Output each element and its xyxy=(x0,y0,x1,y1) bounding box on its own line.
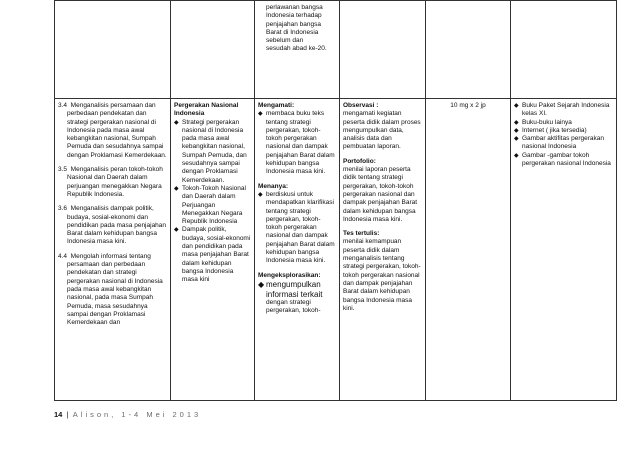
table-row-continued xyxy=(55,1,617,99)
diamond-bullet-icon: ◆ xyxy=(514,152,519,159)
material-title: Pergerakan Nasional Indonesia xyxy=(174,102,239,118)
activity-explore-title: Mengeksplorasikan: xyxy=(258,271,321,279)
diamond-bullet-icon: ◆ xyxy=(174,119,179,126)
assessment-portfolio-text: menilai laporan peserta didik tentang strategi pergerakan, tokoh-tokoh pergerakan nasional dan dampak penjajahan Barat dalam kehidupan bangsa Indonesia masa kini. xyxy=(343,166,418,223)
cell-empty xyxy=(171,1,255,99)
material-item: ◆ Strategi pergerakan nasional di Indonesia pada masa awal kebangkitan nasional, Sumpah Pemuda, dan sesudahnya sampai dengan Proklamasi Kemerdekaan. xyxy=(174,118,247,184)
cell-material xyxy=(171,99,255,401)
activity-item: ◆ membaca buku teks tentang strategi pergerakan, tokoh-tokoh pergerakan nasional dan dampak penjajahan Barat dalam kehidupan bangsa Indonesia masa kini. xyxy=(258,110,335,176)
activity-ask-title: Menanya: xyxy=(258,182,288,190)
cell-sources xyxy=(511,99,617,401)
cell-empty xyxy=(340,1,426,99)
diamond-bullet-icon: ◆ xyxy=(514,127,519,134)
competency-number: 3.6 xyxy=(58,205,68,213)
text-line: perlawanan bangsa xyxy=(266,4,323,11)
competency-text: Menganalisis peran tokoh-tokoh Nasional dan Daerah dalam perjuangan menegakkan Negara Republik Indonesia. xyxy=(67,166,163,198)
competency-item xyxy=(58,166,167,199)
activity-item: ◆ berdiskusi untuk mendapatkan klarifikasi tentang strategi pergerakan, tokoh-tokoh pergerakan nasional dan dampak penjajahan Barat dalam kehidupan bangsa Indonesia masa kini. xyxy=(258,190,335,265)
diamond-bullet-icon: ◆ xyxy=(514,136,519,143)
page-footer xyxy=(54,410,201,419)
source-item: ◆ Gambar -gambar tokoh pergerakan nasional Indonesia xyxy=(514,151,611,168)
cell-empty xyxy=(55,1,171,99)
activity-observe-title: Mengamati: xyxy=(258,102,295,109)
time-allocation-text: 10 mg x 2 jp xyxy=(450,102,486,109)
diamond-bullet-icon: ◆ xyxy=(514,119,519,126)
diamond-bullet-icon: ◆ xyxy=(174,185,179,192)
cell-assessment xyxy=(340,99,426,401)
cell-time-allocation xyxy=(426,99,511,401)
diamond-bullet-icon: ◆ xyxy=(258,279,265,289)
text-line: penjajahan bangsa xyxy=(266,20,321,28)
footer-separator: | xyxy=(66,410,69,419)
source-item: ◆ Internet ( jika tersedia) xyxy=(514,126,587,134)
cell-competencies xyxy=(55,99,171,401)
diamond-bullet-icon: ◆ xyxy=(514,103,519,109)
assessment-observation-title: Observasi : xyxy=(343,102,379,109)
material-item: ◆ Tokoh-Tokoh Nasional dan Daerah dalam Perjuangan Menegakkan Negara Republik Indonesia xyxy=(174,184,246,226)
source-item: ◆ Buku Paket Sejarah Indonesia kelas XI. xyxy=(514,102,610,118)
text-line: Indonesia terhadap xyxy=(266,12,322,20)
competency-text: Menganalisis persamaan dan perbedaan pendekatan dan strategi pergerakan nasional di Indonesia pada masa awal kebangkitan nasional, Sumpah Pemuda dan sesudahnya sampai dengan Proklamasi Kemerdekaan. xyxy=(67,102,167,159)
footer-author: Alison, 1-4 Mei 2013 xyxy=(72,410,202,419)
competency-text: Menganalisis dampak politik, budaya, sosial-ekonomi dan pendidikan pada masa penjajahan Barat dalam kehidupan bangsa Indonesia masa kini. xyxy=(67,205,167,246)
competency-item xyxy=(58,253,167,328)
competency-number: 3.4 xyxy=(58,102,68,109)
assessment-observation-text: mengamati kegiatan peserta didik dalam proses mengumpulkan data, analisis data dan pembuatan laporan. xyxy=(343,110,421,151)
text-line: sebelum dan xyxy=(266,37,304,45)
table-row-main xyxy=(55,99,617,401)
material-item: ◆ Dampak politik, budaya, sosial-ekonomi dan pendidikan pada masa penjajahan Barat dalam kehidupan bangsa Indonesia masa kini xyxy=(174,226,251,284)
cell-activity-continued xyxy=(255,1,340,99)
syllabus-table xyxy=(54,0,617,401)
source-item: ◆ Buku-buku lainya xyxy=(514,118,572,126)
activity-item: ◆ mengumpulkan informasi terkait dengan strategi pergerakan, tokoh- xyxy=(258,279,323,315)
assessment-test-text: menilai kemampuan peserta didik dalam menganalisis tentang strategi pergerakan, tokoh-tokoh pergerakan nasional dan dampak penjajahan Barat dalam kehidupan bangsa Indonesia masa kini. xyxy=(343,238,421,312)
assessment-portfolio-title: Portofolio: xyxy=(343,157,376,165)
source-item: ◆ Gambar aktifitas pergerakan nasional Indonesia xyxy=(514,135,605,151)
competency-item xyxy=(58,205,167,246)
competency-number: 4.4 xyxy=(58,252,68,260)
cell-empty xyxy=(426,1,511,99)
competency-number: 3.5 xyxy=(58,166,68,174)
competency-text: Mengolah informasi tentang persamaan dan perbedaan pendekatan dan strategi pergerakan nasional di Indonesia pada masa awal kebangkitan nasional, pada masa Sumpah Pemuda, masa sesudahnya sampai dengan Proklamasi Kemerdekaan dan xyxy=(67,252,163,327)
assessment-test-title: Tes tertulis: xyxy=(343,230,380,238)
text-line: sesudah abad ke-20. xyxy=(266,45,327,53)
text-line: Barat di Indonesia xyxy=(266,28,319,36)
diamond-bullet-icon: ◆ xyxy=(174,227,179,234)
diamond-bullet-icon: ◆ xyxy=(258,191,263,198)
cell-empty xyxy=(511,1,617,99)
diamond-bullet-icon: ◆ xyxy=(258,111,263,118)
competency-item xyxy=(58,102,167,160)
cell-activities xyxy=(255,99,340,401)
page-number: 14 xyxy=(54,410,63,419)
